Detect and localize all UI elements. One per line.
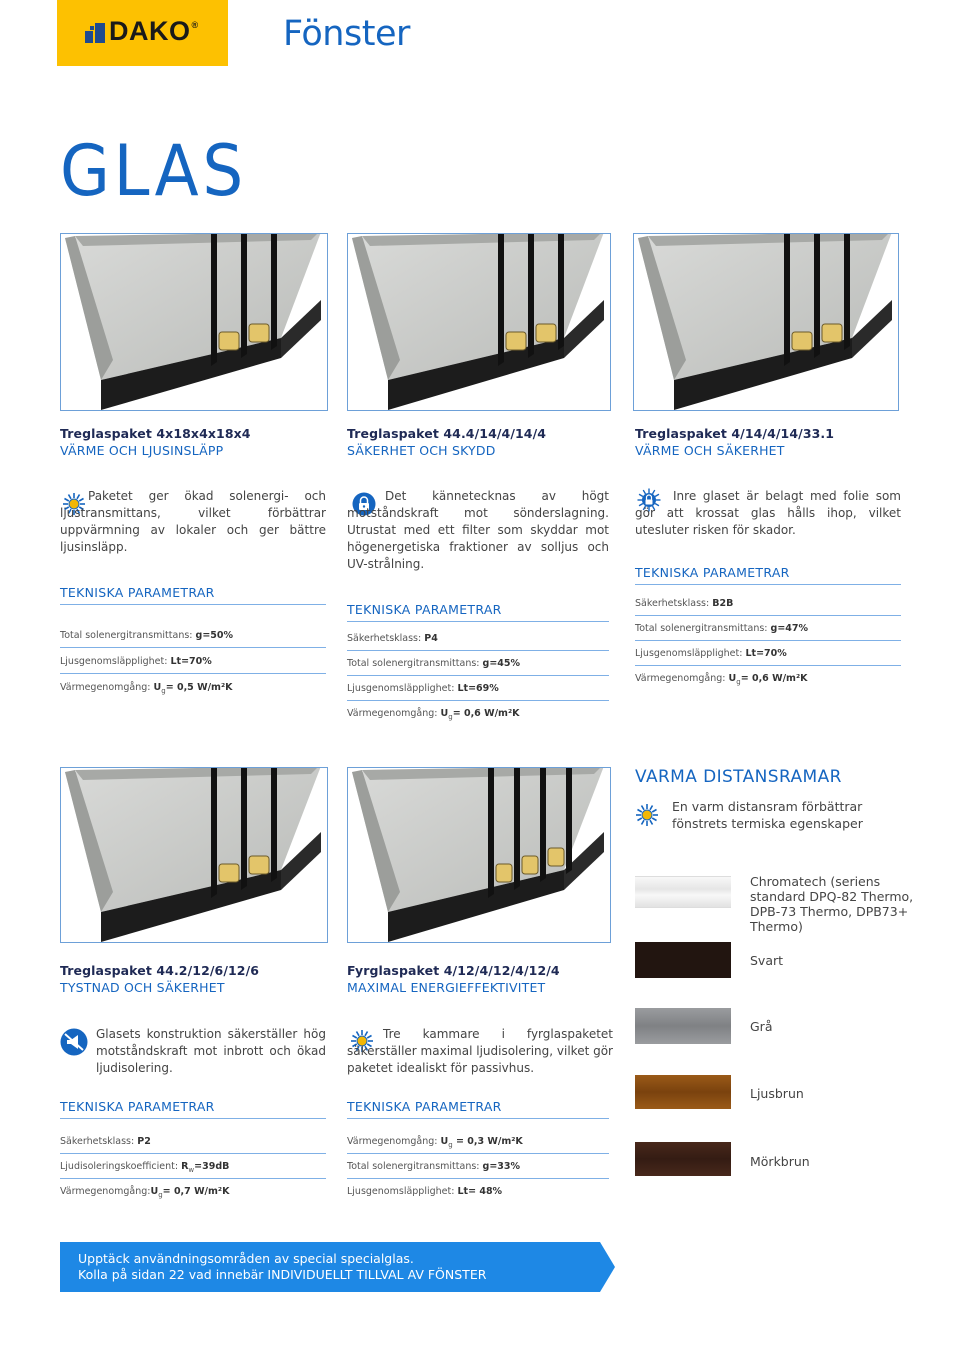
tech-params-heading: TEKNISKA PARAMETRAR xyxy=(60,585,215,600)
param-row: Värmegenomgång: $U_g= 0,5$ W/m²K xyxy=(60,682,233,695)
param-list xyxy=(60,1131,326,1203)
page-category-title: Fönster xyxy=(283,14,410,54)
product-image-2 xyxy=(347,233,611,411)
product-title: Treglaspaket 44.2/12/6/12/6 xyxy=(60,963,260,978)
product-description: Inre glaset är belagt med folie som gör att krossat glas hålls ihop, vilket utesluter risken för skador. xyxy=(635,489,901,537)
info-banner[interactable] xyxy=(60,1242,615,1292)
param-row: Värmegenomgång: $U_g= 0,6$ W/m²K xyxy=(635,673,808,686)
product-card-4 xyxy=(60,963,326,995)
divider xyxy=(347,621,609,622)
banner-line-2: Kolla på sidan 22 vad innebär INDIVIDUELLT TILLVAL AV FÖNSTER xyxy=(78,1267,487,1282)
product-subtitle: VÄRME OCH LJUSINSLÄPP xyxy=(60,443,224,458)
page-heading: GLAS xyxy=(60,130,247,212)
param-row: Ljudisoleringskoefficient: $R_w=39dB$ xyxy=(60,1156,326,1179)
product-card-2 xyxy=(347,426,609,458)
param-list xyxy=(60,625,326,699)
divider xyxy=(347,1118,609,1119)
product-card-3 xyxy=(635,426,899,458)
tech-params-heading: TEKNISKA PARAMETRAR xyxy=(347,602,502,617)
logo-registered: ® xyxy=(191,20,199,30)
param-row: Total solenergitransmittans: g=50% xyxy=(60,625,326,648)
tech-params-heading: TEKNISKA PARAMETRAR xyxy=(347,1099,502,1114)
divider xyxy=(635,584,901,585)
swatch-morkbrun xyxy=(635,1142,731,1176)
product-card-1 xyxy=(60,426,326,458)
product-description: Glasets konstruktion säkerställer hög motståndskraft mot inbrott och ökad ljudisolering. xyxy=(96,1027,326,1075)
sun-icon xyxy=(635,803,659,827)
logo-text: DAKO xyxy=(109,16,191,46)
param-row: Säkerhetsklass: P2 xyxy=(60,1131,326,1154)
swatch-gra xyxy=(635,1008,731,1044)
product-image-5 xyxy=(347,767,611,943)
param-list xyxy=(347,628,609,725)
param-row: Ljusgenomsläpplighet: Lt=70% xyxy=(635,643,901,666)
swatch-label: Grå xyxy=(750,1019,773,1034)
product-image-1 xyxy=(60,233,328,411)
product-title: Fyrglaspaket 4/12/4/12/4/12/4 xyxy=(347,963,560,978)
logo-mark-icon xyxy=(85,23,105,43)
megaphone-muted-icon xyxy=(60,1028,88,1056)
product-subtitle: MAXIMAL ENERGIEFFEKTIVITET xyxy=(347,980,546,995)
param-row: Värmegenomgång: $U_g = 0,3$ W/m²K xyxy=(347,1131,609,1154)
param-row: $Värmegenomgång:U_g= 0,7$ W/m²K xyxy=(60,1186,230,1199)
tech-params-heading: TEKNISKA PARAMETRAR xyxy=(635,565,790,580)
product-card-5 xyxy=(347,963,609,995)
swatch-chromatech xyxy=(635,876,731,908)
param-row: Ljusgenomsläpplighet: Lt= 48% xyxy=(347,1186,503,1197)
product-title: Treglaspaket 4x18x4x18x4 xyxy=(60,426,251,441)
product-description: Paketet ger ökad solenergi- och ljustransmittans, vilket förbättrar uppvärmning av lokaler och ger bättre ljusinsläpp. xyxy=(60,489,326,554)
product-subtitle: SÄKERHET OCH SKYDD xyxy=(347,443,496,458)
spacer-heading: VARMA DISTANSRAMAR xyxy=(635,767,842,787)
swatch-label: Ljusbrun xyxy=(750,1086,804,1101)
product-description: Tre kammare i fyrglaspaketet säkerställer maximal ljudisolering, vilket gör paketet idealiskt för passivhus. xyxy=(347,1027,613,1075)
spacer-description: En varm distansram förbättrar fönstrets termiska egenskaper xyxy=(672,799,863,831)
param-row: Ljusgenomsläpplighet: Lt=70% xyxy=(60,651,326,674)
param-row: Ljusgenomsläpplighet: Lt=69% xyxy=(347,678,609,701)
swatch-label: Chromatech (seriens standard DPQ-82 Thermo, DPB-73 Thermo, DPB73+ Thermo) xyxy=(750,874,914,934)
product-subtitle: TYSTNAD OCH SÄKERHET xyxy=(60,980,225,995)
divider xyxy=(60,1118,326,1119)
param-row: Värmegenomgång: $U_g= 0,6$ W/m²K xyxy=(347,708,520,721)
param-row: Total solenergitransmittans: g=33% xyxy=(347,1156,609,1179)
swatch-label: Svart xyxy=(750,953,784,968)
divider xyxy=(60,604,326,605)
param-list xyxy=(635,593,901,690)
banner-line-1: Upptäck användningsområden av special specialglas. xyxy=(78,1251,414,1266)
product-image-3 xyxy=(633,233,899,411)
swatch-svart xyxy=(635,942,731,978)
param-row: Säkerhetsklass: B2B xyxy=(635,593,901,616)
param-row: Total solenergitransmittans: g=45% xyxy=(347,653,609,676)
swatch-label: Mörkbrun xyxy=(750,1154,810,1169)
product-title: Treglaspaket 4/14/4/14/33.1 xyxy=(635,426,835,441)
dako-logo xyxy=(57,0,228,66)
product-description: Det kännetecknas av högt motståndskraft mot sönderslagning. Utrustat med ett filter som skyddar mot högenergetiska fraktioner av solljus och UV-strålning. xyxy=(347,489,609,571)
product-subtitle: VÄRME OCH SÄKERHET xyxy=(635,443,785,458)
param-row: Säkerhetsklass: P4 xyxy=(347,628,609,651)
product-title: Treglaspaket 44.4/14/4/14/4 xyxy=(347,426,547,441)
param-row: Total solenergitransmittans: g=47% xyxy=(635,618,901,641)
swatch-ljusbrun xyxy=(635,1075,731,1109)
tech-params-heading: TEKNISKA PARAMETRAR xyxy=(60,1099,215,1114)
product-image-4 xyxy=(60,767,328,943)
param-list xyxy=(347,1131,609,1203)
